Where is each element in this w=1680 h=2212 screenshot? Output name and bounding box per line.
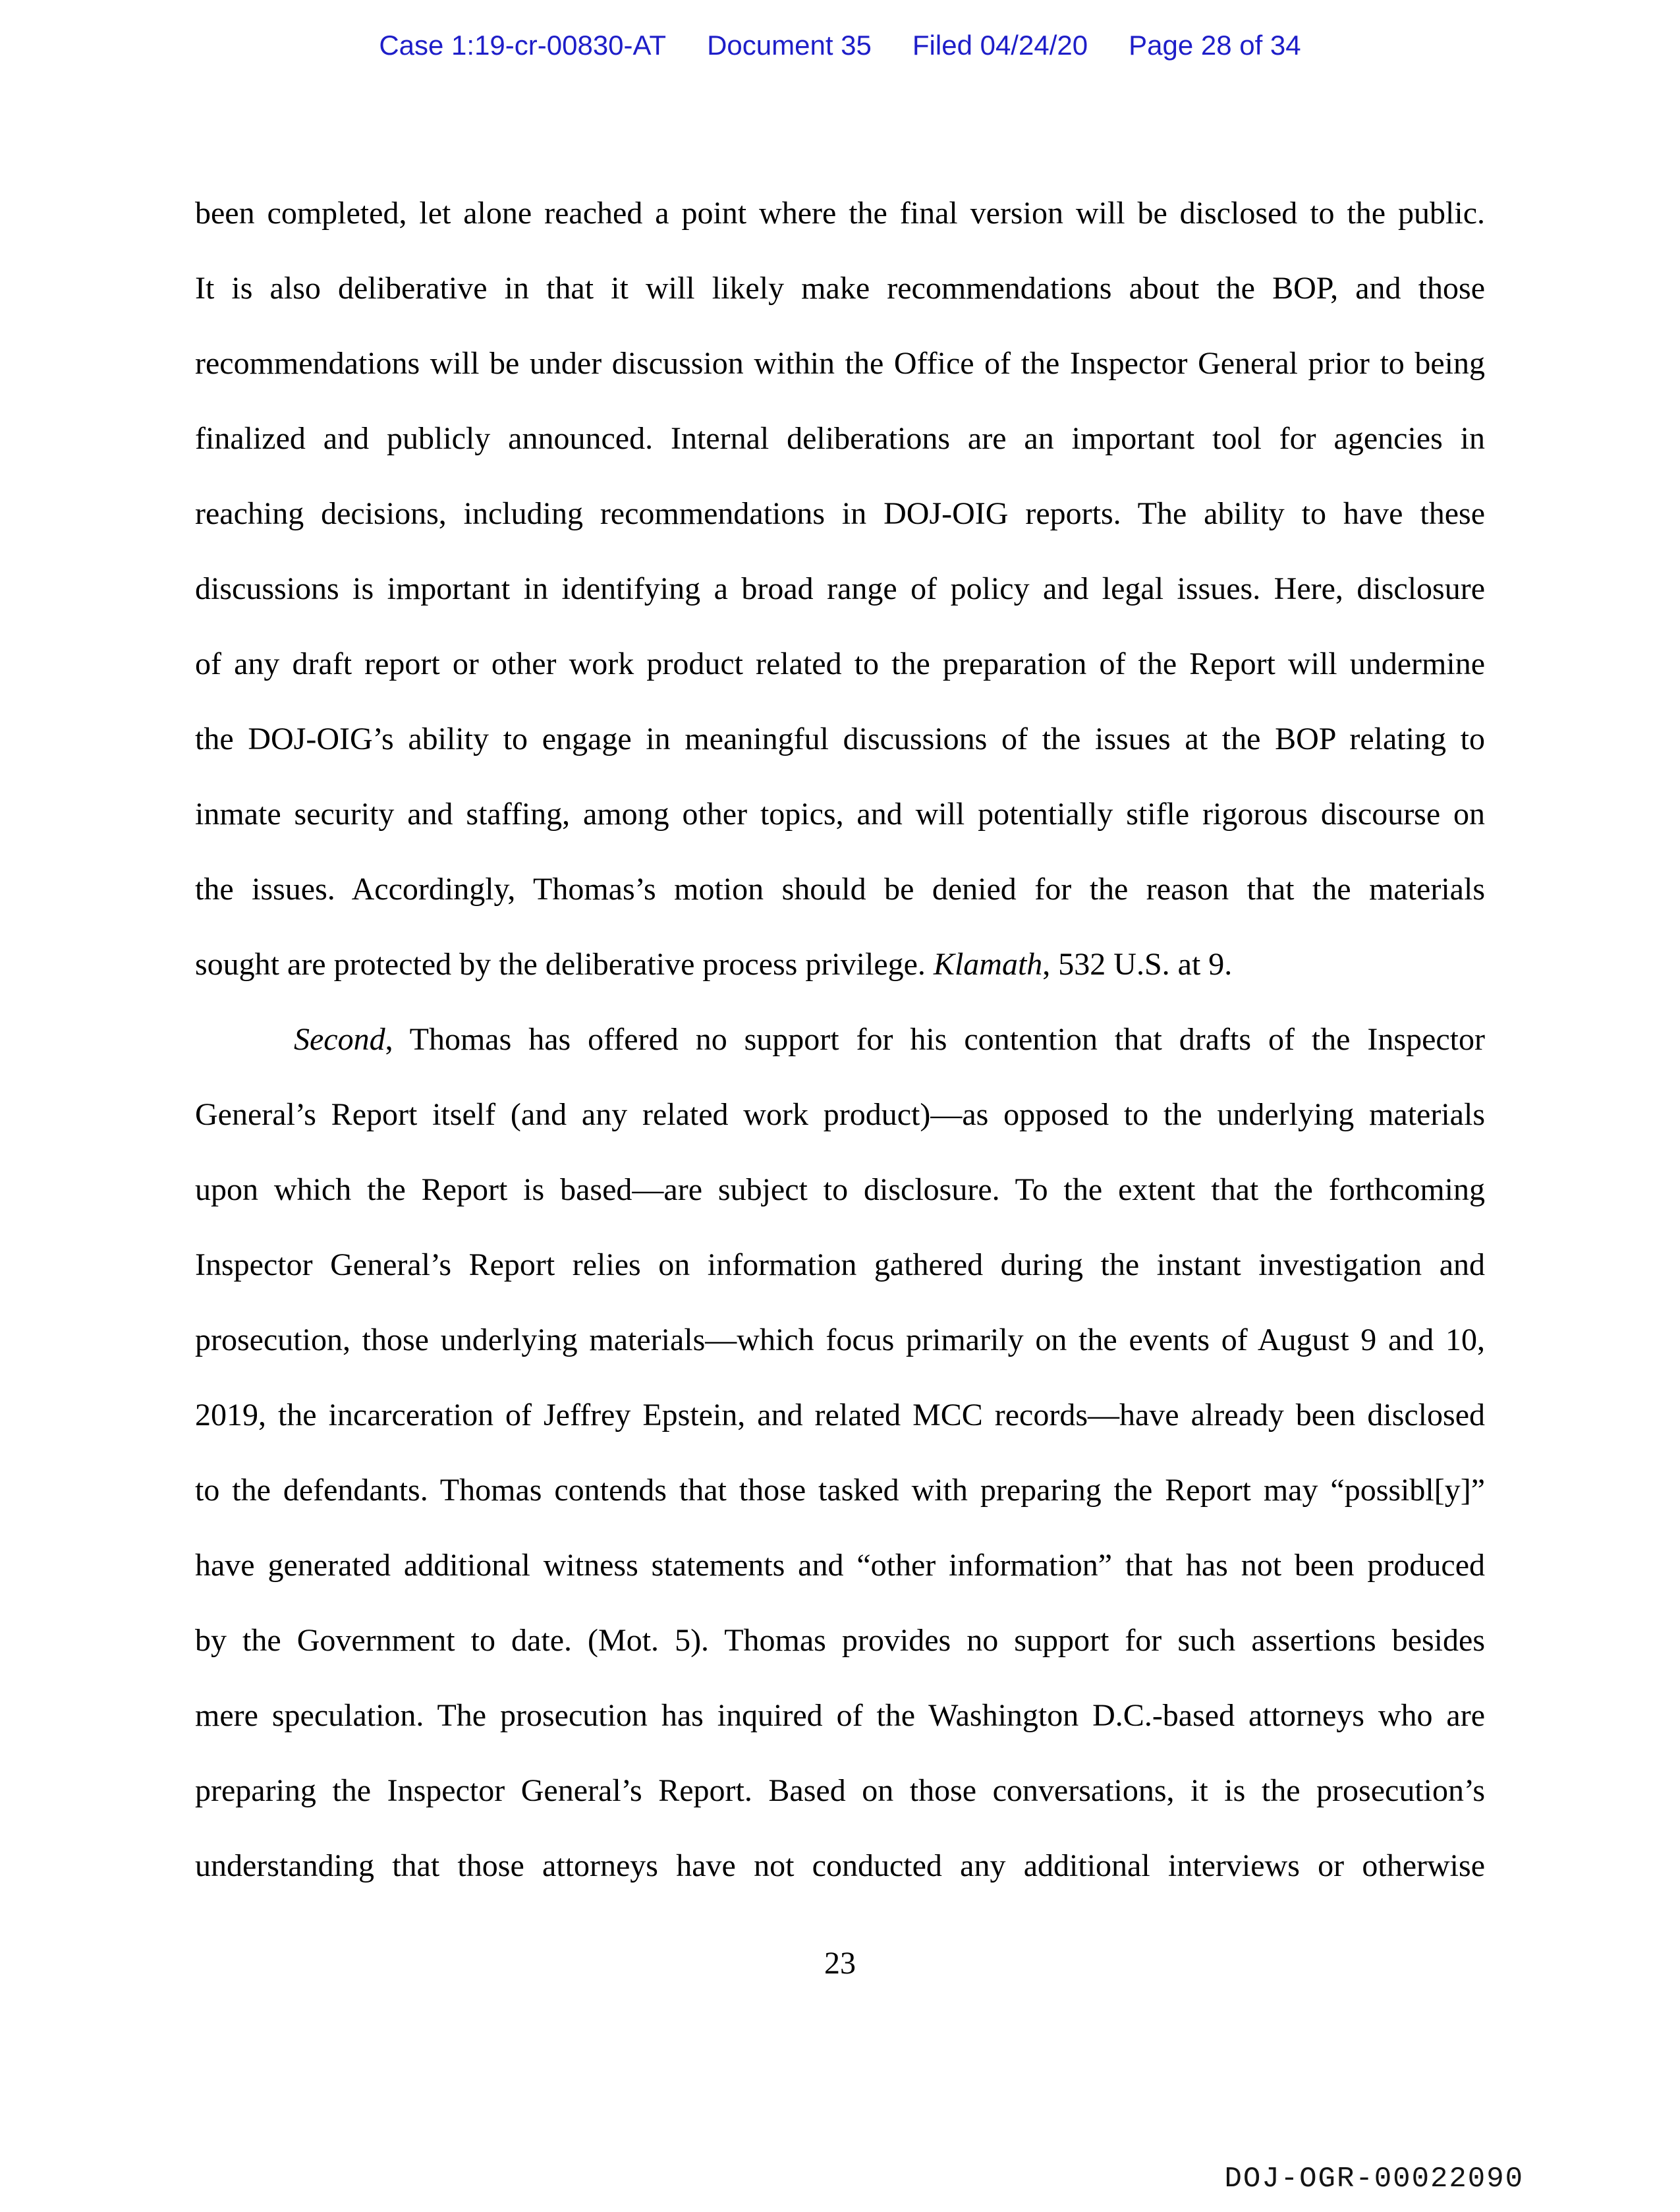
text-segment: Inspector General’s Report relies on information gathered during the instant investigation and xyxy=(195,1247,1485,1282)
text-segment: preparing the Inspector General’s Report. Based on those conversations, it is the prosecution’s xyxy=(195,1773,1485,1808)
document-line xyxy=(195,1453,1485,1528)
text-segment: upon which the Report is based—are subject to disclosure. To the extent that the forthcoming xyxy=(195,1172,1485,1207)
text-segment: the DOJ-OIG’s ability to engage in meaningful discussions of the issues at the BOP relating to xyxy=(195,722,1485,756)
document-line xyxy=(195,1603,1485,1678)
document-line xyxy=(195,401,1485,476)
italic-text-segment: Klamath xyxy=(933,947,1043,982)
text-segment: the issues. Accordingly, Thomas’s motion should be denied for the reason that the materials xyxy=(195,872,1485,907)
filed-date: Filed 04/24/20 xyxy=(912,30,1088,61)
text-segment: prosecution, those underlying materials—which focus primarily on the events of August 9 and 10, xyxy=(195,1322,1485,1357)
text-segment: of any draft report or other work product related to the preparation of the Report will undermine xyxy=(195,646,1485,681)
document-line xyxy=(195,251,1485,326)
document-number: Document 35 xyxy=(707,30,872,61)
court-filing-header xyxy=(0,30,1680,61)
document-line xyxy=(195,852,1485,927)
text-segment: been completed, let alone reached a point where the final version will be disclosed to the public. xyxy=(195,196,1485,231)
text-segment: sought are protected by the deliberative process privilege. xyxy=(195,947,934,982)
document-line xyxy=(195,1829,1485,1904)
text-segment: by the Government to date. (Mot. 5). Thomas provides no support for such assertions besides xyxy=(195,1623,1485,1658)
document-line xyxy=(195,1002,1485,1077)
text-segment: to the defendants. Thomas contends that those tasked with preparing the Report may “possibl[y]” xyxy=(195,1473,1485,1508)
document-line xyxy=(195,476,1485,552)
page-of-indicator: Page 28 of 34 xyxy=(1129,30,1301,61)
text-segment: understanding that those attorneys have not conducted any additional interviews or otherwise xyxy=(195,1848,1485,1883)
document-line xyxy=(195,1378,1485,1453)
page-number: 23 xyxy=(824,1946,856,1981)
document-line xyxy=(195,777,1485,852)
text-segment: have generated additional witness statements and “other information” that has not been produced xyxy=(195,1548,1485,1583)
bates-number: DOJ-OGR-00022090 xyxy=(1224,2163,1524,2196)
text-segment: It is also deliberative in that it will likely make recommendations about the BOP, and those xyxy=(195,271,1485,306)
text-segment: discussions is important in identifying a broad range of policy and legal issues. Here, disclosure xyxy=(195,571,1485,606)
text-segment: inmate security and staffing, among other topics, and will potentially stifle rigorous discourse on xyxy=(195,797,1485,832)
document-line xyxy=(195,1152,1485,1228)
document-line xyxy=(195,627,1485,702)
text-segment: , Thomas has offered no support for his contention that drafts of the Inspector xyxy=(385,1022,1485,1057)
document-line xyxy=(195,702,1485,777)
text-segment: finalized and publicly announced. Internal deliberations are an important tool for agencies in xyxy=(195,421,1485,456)
text-segment: General’s Report itself (and any related work product)—as opposed to the underlying materials xyxy=(195,1097,1485,1132)
text-segment: reaching decisions, including recommendations in DOJ-OIG reports. The ability to have these xyxy=(195,496,1485,531)
text-segment: recommendations will be under discussion within the Office of the Inspector General prior to being xyxy=(195,346,1485,381)
text-segment: 2019, the incarceration of Jeffrey Epstein, and related MCC records—have already been disclosed xyxy=(195,1398,1485,1432)
italic-text-segment: Second xyxy=(294,1022,385,1057)
case-number: Case 1:19-cr-00830-AT xyxy=(379,30,667,61)
text-segment: , 532 U.S. at 9. xyxy=(1042,947,1233,982)
document-line xyxy=(195,176,1485,251)
document-line xyxy=(195,1303,1485,1378)
document-body xyxy=(195,176,1485,1904)
document-line xyxy=(195,1077,1485,1152)
document-line xyxy=(195,1528,1485,1603)
document-line xyxy=(195,326,1485,401)
document-line xyxy=(195,1678,1485,1753)
text-segment: mere speculation. The prosecution has inquired of the Washington D.C.-based attorneys who are xyxy=(195,1698,1485,1733)
document-line xyxy=(195,927,1485,1002)
document-line xyxy=(195,552,1485,627)
document-line xyxy=(195,1753,1485,1829)
document-line xyxy=(195,1228,1485,1303)
